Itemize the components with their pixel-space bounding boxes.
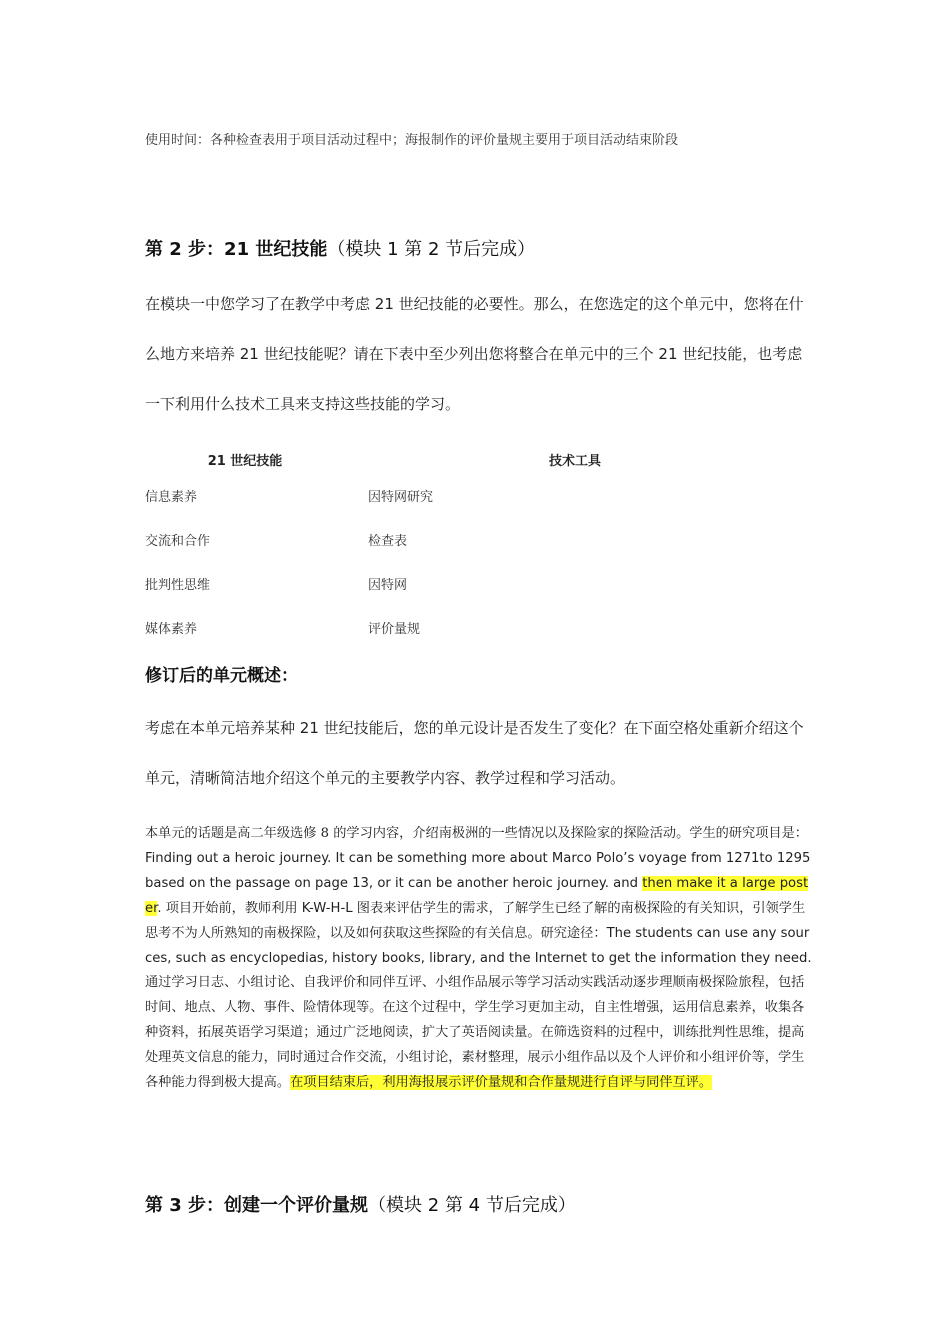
skill-cell: 交流和合作 bbox=[145, 534, 211, 549]
summary-part: . bbox=[157, 900, 166, 916]
table-row bbox=[145, 524, 705, 568]
step2-heading bbox=[145, 238, 815, 262]
skill-cell: 批判性思维 bbox=[145, 578, 211, 593]
step2-note: （模块 1 第 2 节后完成） bbox=[327, 239, 536, 260]
step3-note: （模块 2 第 4 节后完成） bbox=[368, 1195, 576, 1216]
step3-title: 第 3 步：创建一个评价量规 bbox=[145, 1195, 369, 1216]
unit-summary bbox=[145, 822, 815, 1096]
revised-heading: 修订后的单元概述： bbox=[145, 666, 298, 686]
header-tools: 技术工具 bbox=[548, 454, 601, 469]
table-row bbox=[145, 568, 705, 612]
tool-cell: 因特网 bbox=[368, 578, 408, 593]
step2-intro: 在模块一中您学习了在教学中考虑 21 世纪技能的必要性。那么，在您选定的这个单元中，您将在什么地方来培养 21 世纪技能呢？请在下表中至少列出您将整合在单元中的三个 21 世纪技能，也考虑一下利用什么技术工具来支持这些技能的学习。 bbox=[145, 295, 804, 413]
summary-part: 本单元的话题是高二年级选修 8 的学习内容，介绍南极洲的一些情况以及探险家的探险活动。学生的研究项目是： bbox=[145, 826, 808, 841]
usage-time-text: 使用时间：各种检查表用于项目活动过程中；海报制作的评价量规主要用于项目活动结束阶段 bbox=[145, 133, 679, 148]
step2-title: 第 2 步：21 世纪技能 bbox=[145, 239, 328, 260]
table-row bbox=[145, 612, 705, 656]
step3-heading bbox=[145, 1194, 815, 1218]
highlighted-text: then make it a large poster bbox=[145, 875, 809, 916]
tool-cell: 评价量规 bbox=[368, 622, 421, 637]
summary-part: The students can use any sources, such as encyclopedias, history books, library, and the Internet to get the information they need. bbox=[145, 925, 812, 966]
highlighted-text: 在项目结束后，利用海报展示评价量规和合作量规进行自评与同伴互评。 bbox=[290, 1075, 713, 1091]
summary-part: 图表来评估学生的需求，了解学生已经了解的南极探险的有关知识，引领学生思考不为人所熟知的南极探险，以及如何获取这些探险的有关信息。研究途径： bbox=[145, 900, 806, 941]
table-row bbox=[145, 480, 705, 524]
summary-part: 项目开始前，教师利用 bbox=[165, 900, 302, 916]
summary-part: Finding out a heroic journey. It can be something more about Marco Polo’s voyage from 1271to 1295 based on the passage on page 13, or it can be another heroic journey. and bbox=[145, 850, 811, 891]
summary-part: K-W-H-L bbox=[301, 900, 353, 916]
revised-description: 考虑在本单元培养某种 21 世纪技能后，您的单元设计是否发生了变化？在下面空格处重新介绍这个单元，清晰简洁地介绍这个单元的主要教学内容、教学过程和学习活动。 bbox=[145, 719, 804, 787]
table-header-row bbox=[145, 444, 705, 480]
header-skills: 21 世纪技能 bbox=[207, 454, 283, 469]
skills-table bbox=[145, 444, 705, 656]
tool-cell: 因特网研究 bbox=[368, 490, 434, 505]
summary-part: 通过学习日志、小组讨论、自我评价和同伴互评、小组作品展示等学习活动实践活动逐步理顺南极探险旅程，包括时间、地点、人物、事件、险情体现等。在这个过程中，学生学习更加主动，自主性增强，运用信息素养，收集各种资料，拓展英语学习渠道；通过广泛地阅读，扩大了英语阅读量。在筛选资料的过程中，训练批判性思维，提高处理英文信息的能力，同时通过合作交流，小组讨论，素材整理，展示小组作品以及个人评价和小组评价等，学生各种能力得到极大提高。 bbox=[145, 975, 805, 1091]
skill-cell: 媒体素养 bbox=[145, 622, 198, 637]
tool-cell: 检查表 bbox=[368, 534, 408, 549]
skill-cell: 信息素养 bbox=[145, 490, 198, 505]
